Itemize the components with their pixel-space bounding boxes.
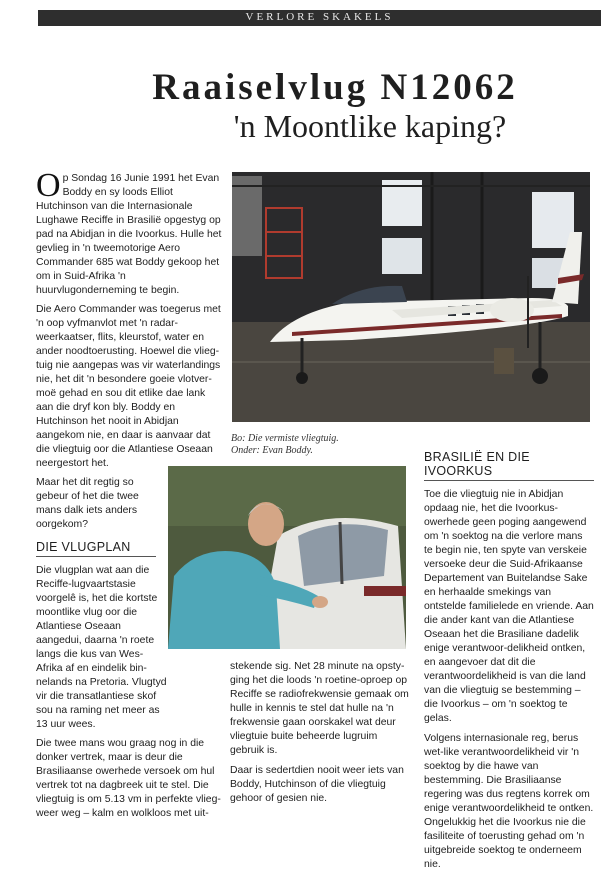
intro-paragraph-text: p Sondag 16 Junie 1991 het Evan Boddy en sy loods Elliot Hutchinson van die Internasionale Lughawe Reciffe in Brasilië opgestyg op pad na Abidjan in die Ivoorkus. Hulle het gevlieg in 'n tweemotorige Aero Commander 685 wat Boddy gekoop het om in Suid-Afrika 'n huurvlugonderneming te begin. [36, 173, 222, 296]
caption-line-bottom: Onder: Evan Boddy. [231, 445, 313, 456]
paragraph: Daar is sedertdien nooit weer iets van Boddy, Hutchinson of die vliegtuig gehoor of gesien nie. [230, 765, 404, 804]
aircraft-photo [232, 172, 590, 422]
column-2 [230, 660, 410, 812]
paragraph: Toe die vliegtuig nie in Abidjan opdaag nie, het die Ivoorkus-owerhede geen poging aangewend om 'n soektog na die verlore mans te begin nie, ten spyte van verskeie versoeke deur die Suid-Afrikaanse Departement van Buitelandse Sake en herhaalde smekings van ontstelde familielede en vriende. Aan die ander kant van die Atlantiese Oseaan het die Brasiliane dadelik enige verantwoor-delikheid ontken, en aangevoer dat dit die verantwoordelikheid is van die land van die vliegtuig se bestemming – die Ivoorkus – om 'n soektog te gelas. [424, 489, 594, 724]
paragraph: Volgens internasionale reg, berus wet-like verantwoordelikheid vir 'n soektog by die hawe van bestemming. Die Brasiliaanse regering was dus regtens korrek om enige verantwoordelikheid te ontken. Ongelukkig het die Ivoorkus nie die fasiliteite of toerusting gehad om 'n uitgebreide soektog te onderneem nie. [424, 733, 594, 870]
paragraph: Die vlugplan wat aan die Reciffe-lugvaartstasie voorgelê is, het die kortste moontlike vlug oor die Atlantiese Oseaan aangedui, daarna 'n roete langs die kus van Wes-Afrika af en eindelik bin-nelands na Pretoria. Vlugtyd vir die transatlantiese skof sou na raming net meer as 13 uur wees. [36, 565, 167, 730]
paragraph: Maar het dit regtig so gebeur of het die twee mans dalk iets anders oorgekom? [36, 477, 139, 530]
article-title: Raaiselvlug N12062 [152, 67, 518, 108]
paragraph: Die twee mans wou graag nog in die donker vertrek, maar is deur die Brasiliaanse owerhede versoek om hul vertrek tot na dagbreek uit te stel. Die vliegtuig is om 5.13 vm in perfekte vlieg-weer weg – kalm en wolkloos met uit- [36, 738, 221, 819]
section-header-bar [38, 10, 601, 26]
section-heading-vlugplan: DIE VLUGPLAN [36, 540, 156, 557]
pilot-photo [168, 466, 406, 649]
intro-paragraph [36, 167, 222, 298]
drop-cap: O [36, 167, 61, 204]
paragraph: Die Aero Commander was toegerus met 'n oop vyfmanvlot met 'n radar-weerkaatser, flits, kleurstof, water en ander noodtoerusting. Hoewel die vlieg-tuig nie aangepas was vir waterlandings nie, het dit 'n besondere goeie vlotver-moë gehad en sou dit etlike dae lank aan die dryf kon bly. Boddy en Hutchinson het nooit in Abidjan aangekom nie, en daar is aanvaar dat die vliegtuig oor die Atlantiese Oseaan neergestort het. [36, 304, 221, 469]
column-3 [424, 446, 594, 878]
article-subtitle: 'n Moontlike kaping? [233, 108, 507, 144]
caption-line-top: Bo: Die vermiste vliegtuig. [231, 433, 339, 444]
paragraph: stekende sig. Net 28 minute na opsty-ging het die loods 'n roetine-oproep op Reciffe se radiofrekwensie gemaak om hulle in kennis te stel dat hulle na 'n frekwensie gaan oorskakel wat deur vliegtuie buite beheerde lugruim gebruik is. [230, 661, 409, 756]
section-header-label: VERLORE SKAKELS [245, 11, 394, 23]
section-heading-brasilie: BRASILIË EN DIE IVOORKUS [424, 450, 594, 481]
photo-caption [231, 433, 431, 457]
